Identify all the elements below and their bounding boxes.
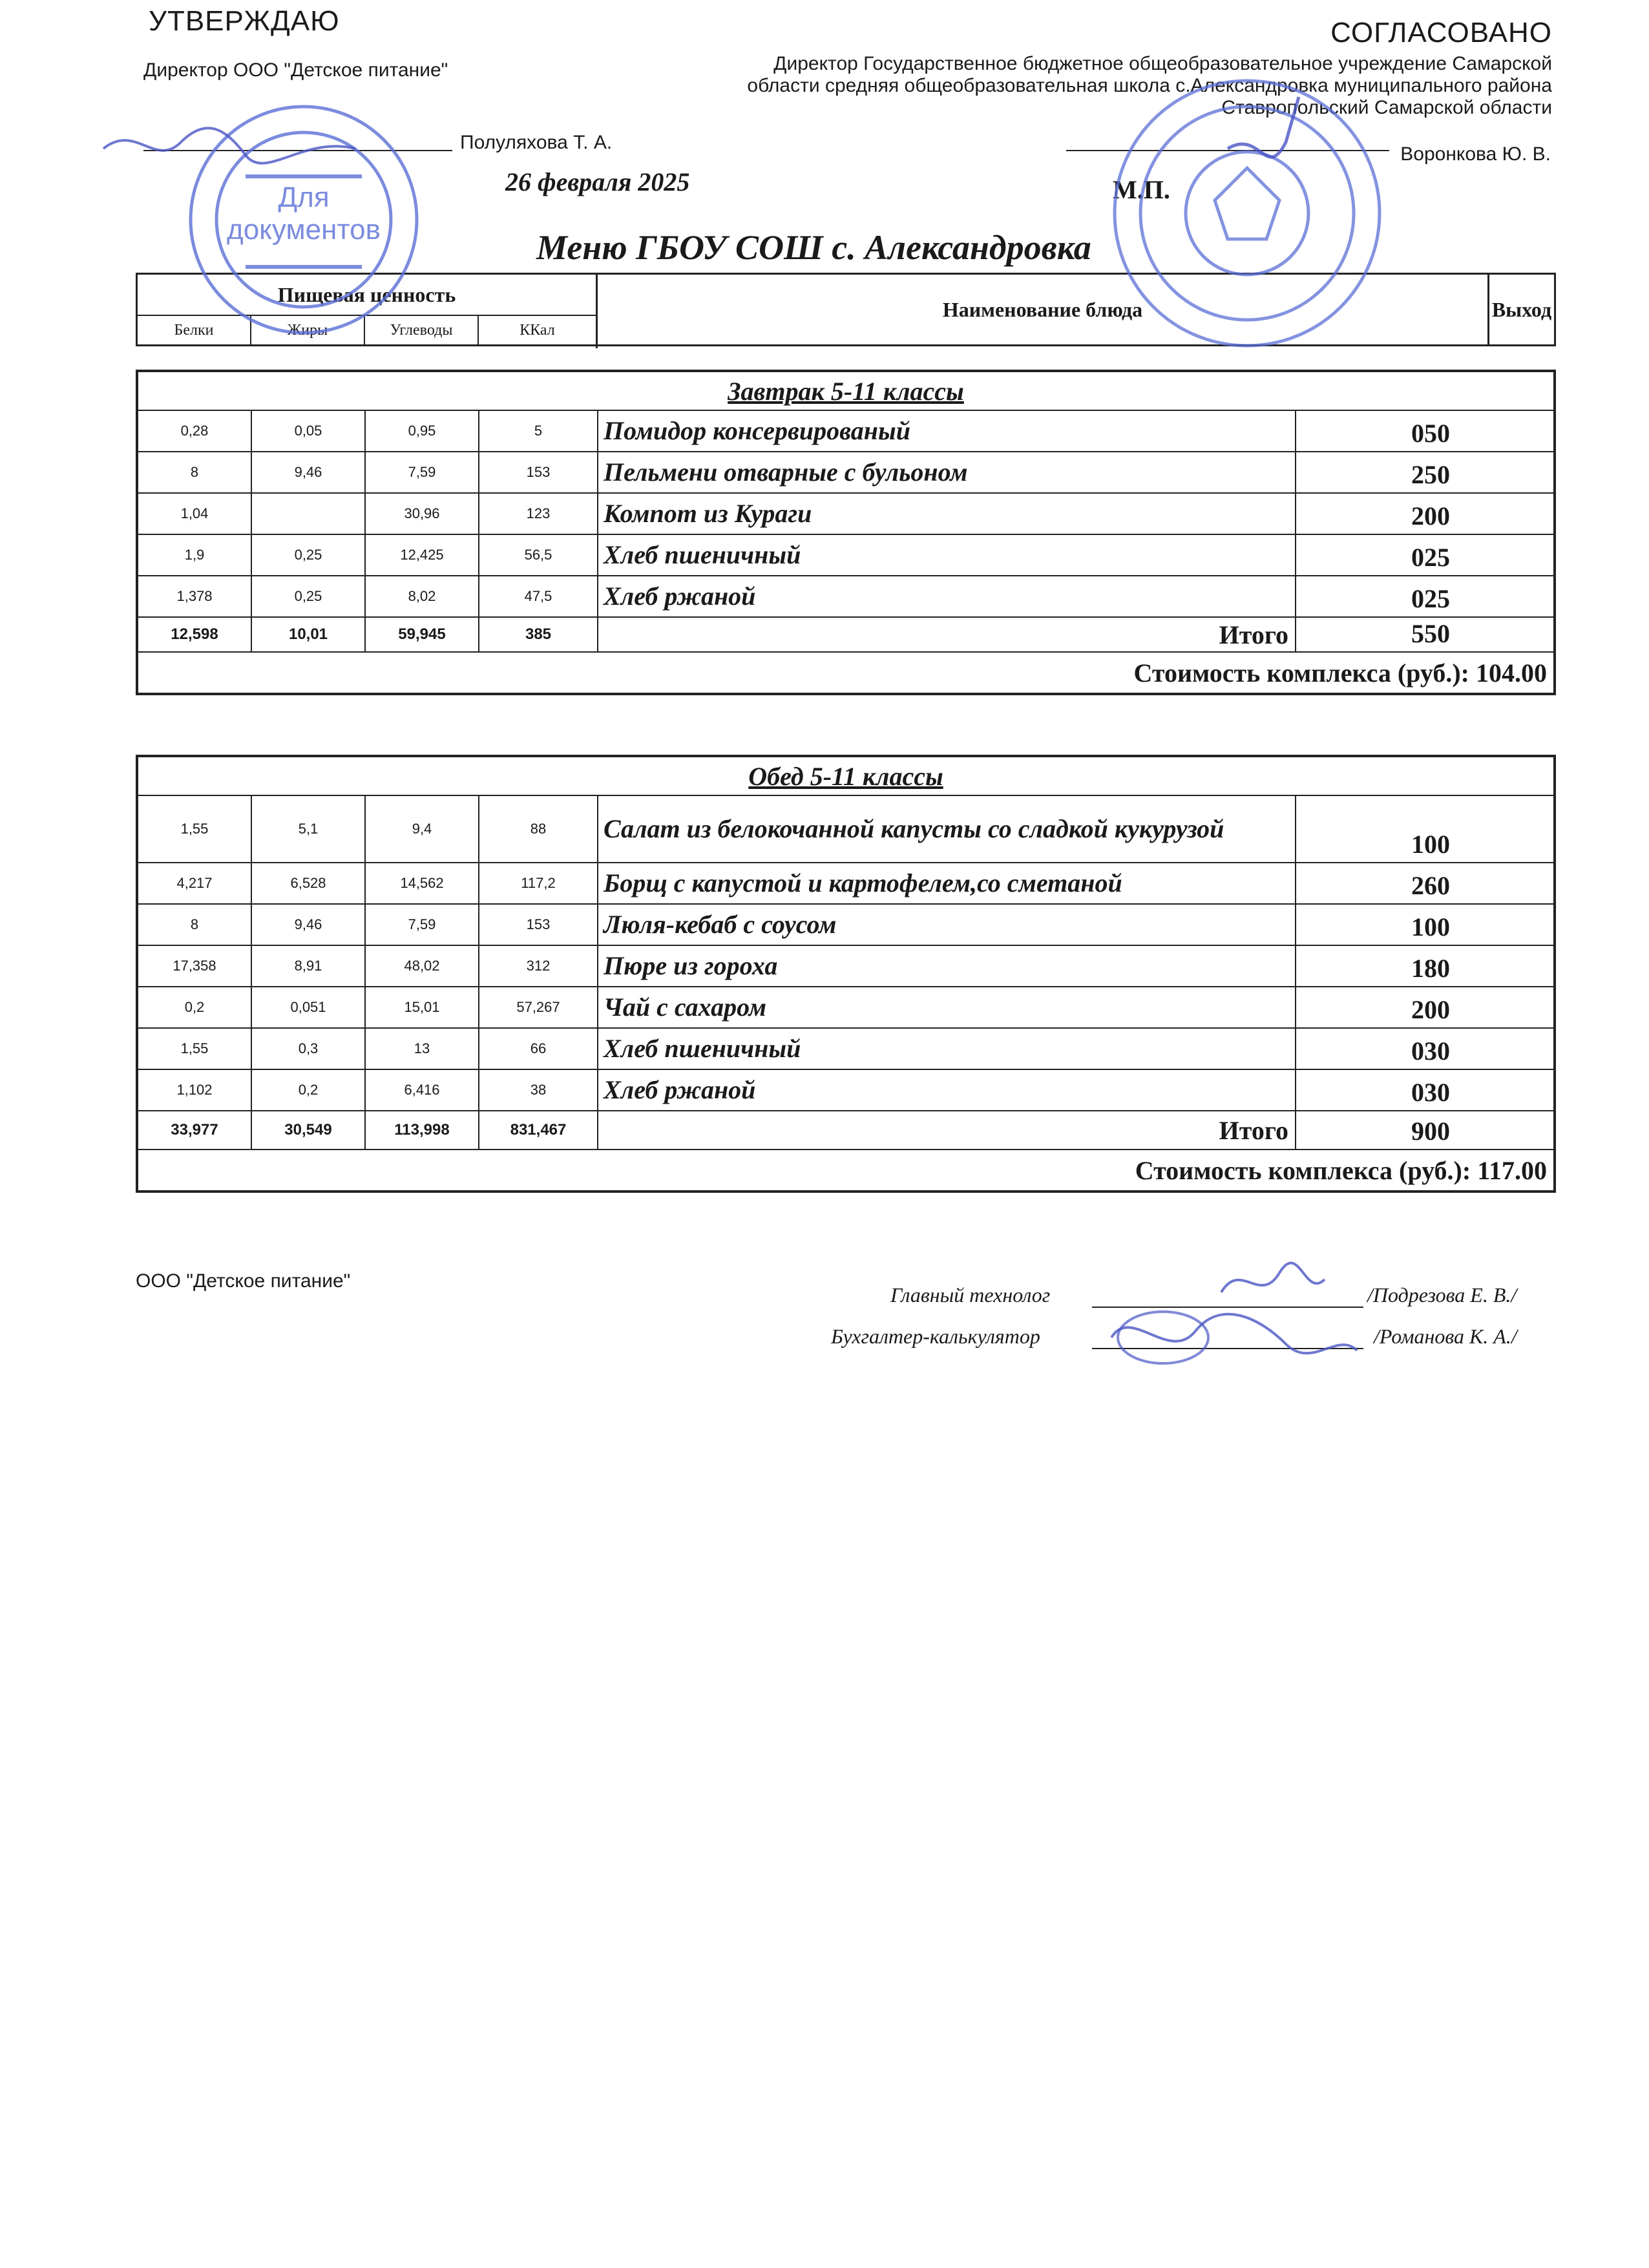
total-fat: 10,01 xyxy=(252,618,366,651)
dish-output: 100 xyxy=(1411,912,1450,941)
table-row xyxy=(138,987,1553,1029)
kcal-value: 56,5 xyxy=(479,535,598,575)
dish-output: 025 xyxy=(1411,584,1450,613)
fat-value: 0,05 xyxy=(252,411,366,451)
dish-name-header: Наименование блюда xyxy=(598,275,1489,344)
kcal-value: 66 xyxy=(479,1029,598,1069)
kcal-value: 88 xyxy=(479,796,598,862)
total-label: Итого xyxy=(598,1111,1296,1149)
breakfast-cost: Стоимость комплекса (руб.): 104.00 xyxy=(1133,658,1547,688)
dish-name: Салат из белокочанной капусты со сладкой кукурузой xyxy=(598,796,1296,862)
kcal-value: 5 xyxy=(479,411,598,451)
protein-value: 1,378 xyxy=(138,576,252,616)
breakfast-title: Завтрак 5-11 классы xyxy=(138,372,1553,411)
dish-output: 100 xyxy=(1411,830,1450,859)
signatures-icon xyxy=(1092,1254,1363,1376)
fat-value: 0,2 xyxy=(252,1070,366,1110)
fat-value: 8,91 xyxy=(252,946,366,986)
column-header-table xyxy=(136,273,1556,346)
dish-name: Хлеб пшеничный xyxy=(598,1029,1296,1069)
protein-value: 1,04 xyxy=(138,494,252,534)
fat-value: 9,46 xyxy=(252,452,366,492)
dish-name: Чай с сахаром xyxy=(598,987,1296,1027)
carbs-value: 48,02 xyxy=(366,946,479,986)
dish-name: Помидор консервированый xyxy=(598,411,1296,451)
agree-name: Воронкова Ю. В. xyxy=(1400,143,1551,165)
protein-value: 1,55 xyxy=(138,796,252,862)
protein-value: 1,102 xyxy=(138,1070,252,1110)
technologist-role: Главный технолог xyxy=(890,1283,1051,1307)
total-protein: 12,598 xyxy=(138,618,252,651)
carbs-value: 8,02 xyxy=(366,576,479,616)
carbs-value: 7,59 xyxy=(366,905,479,945)
dish-output: 030 xyxy=(1411,1036,1450,1066)
dish-output: 180 xyxy=(1411,954,1450,983)
dish-name: Хлеб ржаной xyxy=(598,576,1296,616)
carbs-value: 0,95 xyxy=(366,411,479,451)
carbs-value: 13 xyxy=(366,1029,479,1069)
kcal-value: 57,267 xyxy=(479,987,598,1027)
dish-name: Хлеб пшеничный xyxy=(598,535,1296,575)
lunch-cost: Стоимость комплекса (руб.): 117.00 xyxy=(1135,1155,1547,1185)
company-name: ООО "Детское питание" xyxy=(136,1270,351,1292)
table-row xyxy=(138,1070,1553,1111)
kcal-value: 38 xyxy=(479,1070,598,1110)
nutrition-header xyxy=(138,275,598,348)
technologist-name: /Подрезова Е. В./ xyxy=(1367,1283,1517,1307)
total-label: Итого xyxy=(598,618,1296,651)
dish-name: Компот из Кураги xyxy=(598,494,1296,534)
fat-value: 9,46 xyxy=(252,905,366,945)
table-row xyxy=(138,946,1553,987)
kcal-value: 312 xyxy=(479,946,598,986)
table-row xyxy=(138,452,1553,494)
approve-name: Полуляхова Т. А. xyxy=(460,132,613,153)
fat-value: 0,3 xyxy=(252,1029,366,1069)
stamp-place-label: М.П. xyxy=(1113,175,1170,204)
total-kcal: 831,467 xyxy=(479,1111,598,1149)
nutrition-title: Пищевая ценность xyxy=(138,275,596,316)
accountant-signature-line xyxy=(1092,1348,1363,1349)
dish-output: 030 xyxy=(1411,1078,1450,1107)
lunch-title: Обед 5-11 классы xyxy=(138,757,1553,796)
lunch-table xyxy=(136,755,1556,1193)
protein-value: 8 xyxy=(138,452,252,492)
carbs-header: Углеводы xyxy=(365,316,479,344)
dish-output: 200 xyxy=(1411,501,1450,530)
table-row xyxy=(138,863,1553,905)
protein-value: 4,217 xyxy=(138,863,252,903)
total-fat: 30,549 xyxy=(252,1111,366,1149)
fat-value: 0,25 xyxy=(252,576,366,616)
table-row xyxy=(138,796,1553,863)
signature-icon xyxy=(97,110,368,187)
table-row xyxy=(138,576,1553,618)
protein-value: 8 xyxy=(138,905,252,945)
protein-header: Белки xyxy=(138,316,251,344)
technologist-signature-line xyxy=(1092,1307,1363,1308)
protein-value: 0,2 xyxy=(138,987,252,1027)
approve-title: УТВЕРЖДАЮ xyxy=(149,5,340,37)
kcal-value: 117,2 xyxy=(479,863,598,903)
fat-value xyxy=(252,494,366,534)
table-row xyxy=(138,905,1553,946)
dish-name: Пельмени отварные с бульоном xyxy=(598,452,1296,492)
svg-text:документов: документов xyxy=(227,214,381,246)
fat-value: 0,051 xyxy=(252,987,366,1027)
document-date: 26 февраля 2025 xyxy=(505,167,690,196)
dish-output: 025 xyxy=(1411,543,1450,572)
table-row xyxy=(138,411,1553,452)
fat-value: 0,25 xyxy=(252,535,366,575)
fat-header: Жиры xyxy=(251,316,365,344)
carbs-value: 9,4 xyxy=(366,796,479,862)
breakfast-rows xyxy=(138,411,1553,618)
carbs-value: 15,01 xyxy=(366,987,479,1027)
total-kcal: 385 xyxy=(479,618,598,651)
dish-output: 050 xyxy=(1411,419,1450,448)
kcal-value: 123 xyxy=(479,494,598,534)
fat-value: 6,528 xyxy=(252,863,366,903)
breakfast-table xyxy=(136,370,1556,695)
protein-value: 0,28 xyxy=(138,411,252,451)
approve-role: Директор ООО "Детское питание" xyxy=(143,59,448,81)
total-protein: 33,977 xyxy=(138,1111,252,1149)
total-carbs: 59,945 xyxy=(366,618,479,651)
carbs-value: 14,562 xyxy=(366,863,479,903)
output-header: Выход xyxy=(1491,297,1552,321)
protein-value: 17,358 xyxy=(138,946,252,986)
carbs-value: 30,96 xyxy=(366,494,479,534)
dish-name: Хлеб ржаной xyxy=(598,1070,1296,1110)
accountant-name: /Романова К. А./ xyxy=(1374,1325,1517,1348)
agree-signature-line xyxy=(1066,150,1389,151)
kcal-value: 47,5 xyxy=(479,576,598,616)
agree-role: Директор Государственное бюджетное общеобразовательное учреждение Самарской области средняя общеобразовательная школа с.Александровка муниципального района Ставропольский Самарской области xyxy=(747,53,1552,118)
protein-value: 1,9 xyxy=(138,535,252,575)
fat-value: 5,1 xyxy=(252,796,366,862)
svg-text:Для: Для xyxy=(278,182,330,213)
carbs-value: 7,59 xyxy=(366,452,479,492)
kcal-header: ККал xyxy=(520,321,555,339)
breakfast-total-row xyxy=(138,618,1553,653)
table-row xyxy=(138,494,1553,535)
dish-output: 260 xyxy=(1411,871,1450,900)
kcal-value: 153 xyxy=(479,452,598,492)
lunch-total-row xyxy=(138,1111,1553,1150)
agree-title: СОГЛАСОВАНО xyxy=(1330,17,1552,48)
total-output: 900 xyxy=(1411,1117,1450,1146)
protein-value: 1,55 xyxy=(138,1029,252,1069)
carbs-value: 12,425 xyxy=(366,535,479,575)
total-output: 550 xyxy=(1411,619,1450,648)
carbs-value: 6,416 xyxy=(366,1070,479,1110)
dish-name: Борщ с капустой и картофелем,со сметаной xyxy=(598,863,1296,903)
lunch-rows xyxy=(138,796,1553,1111)
total-carbs: 113,998 xyxy=(366,1111,479,1149)
kcal-value: 153 xyxy=(479,905,598,945)
table-row xyxy=(138,535,1553,576)
approve-signature-line xyxy=(143,150,452,151)
dish-name: Люля-кебаб с соусом xyxy=(598,905,1296,945)
accountant-role: Бухгалтер-калькулятор xyxy=(831,1325,1040,1348)
dish-output: 200 xyxy=(1411,995,1450,1024)
table-row xyxy=(138,1029,1553,1070)
page-title: Меню ГБОУ СОШ с. Александровка xyxy=(536,228,1091,267)
dish-name: Пюре из гороха xyxy=(598,946,1296,986)
dish-output: 250 xyxy=(1411,460,1450,489)
